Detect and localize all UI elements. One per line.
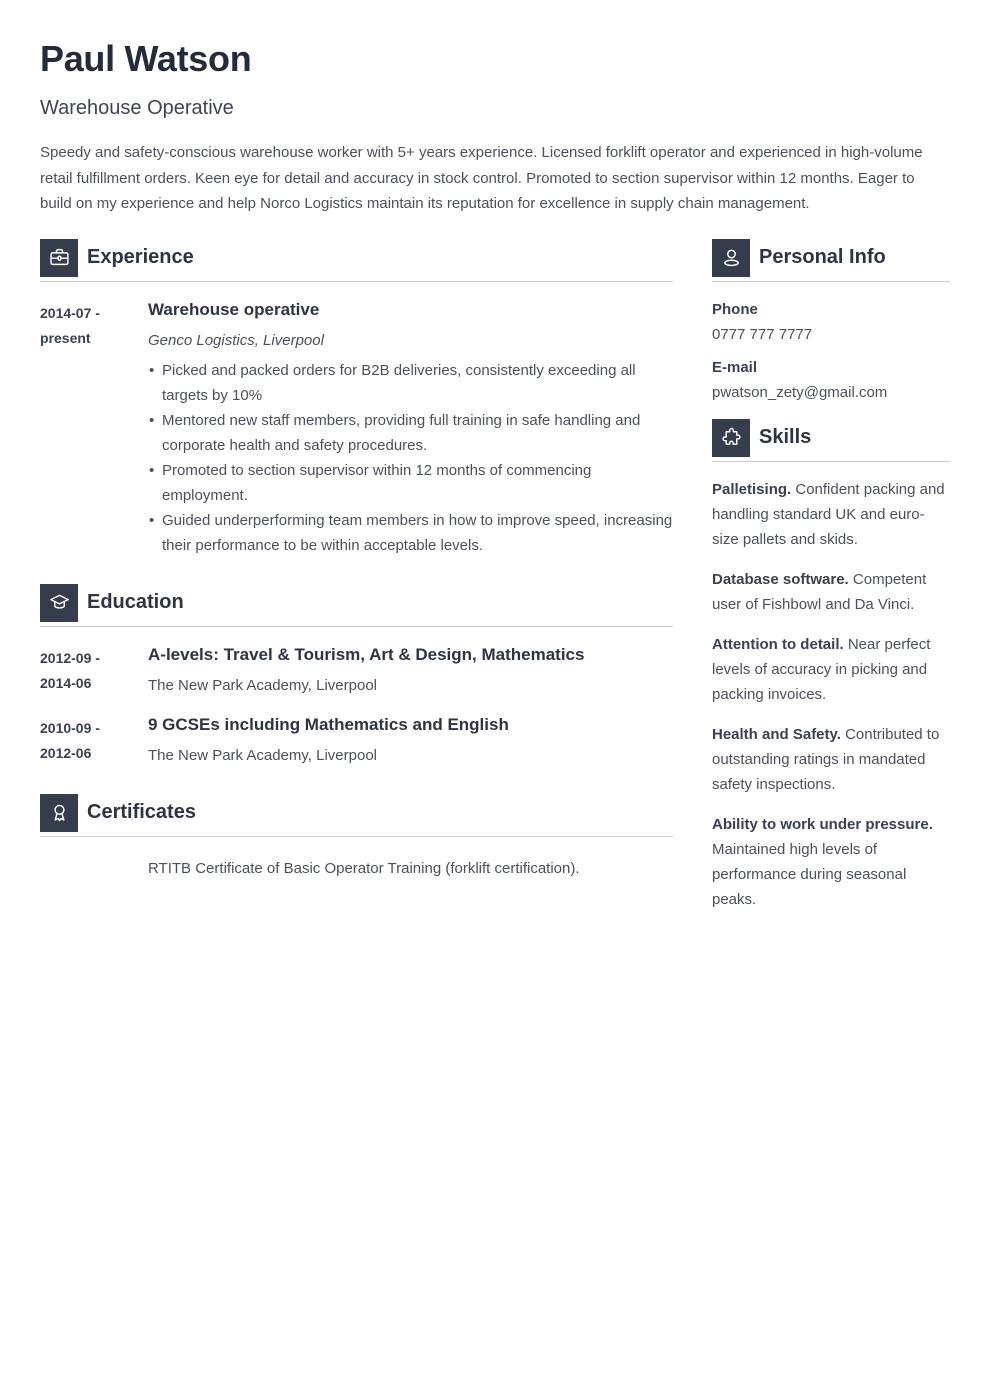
education-school: The New Park Academy, Liverpool: [148, 676, 377, 694]
date-to: 2012-06: [40, 744, 92, 761]
medal-icon: [40, 794, 78, 832]
experience-date: [40, 298, 148, 558]
skill-name: Palletising.: [712, 480, 792, 498]
skill-item: [712, 812, 950, 912]
section-divider: [40, 281, 673, 282]
education-degree: A-levels: Travel & Tourism, Art & Design, Mathematics: [148, 644, 585, 664]
content-columns: [40, 239, 950, 912]
certificate-text: RTITB Certificate of Basic Operator Training (forklift certification).: [148, 859, 580, 877]
skill-item: [712, 567, 950, 617]
phone-value: 0777 777 7777: [712, 325, 813, 343]
email-label: E-mail: [712, 358, 758, 376]
date-from: 2012-09 -: [40, 649, 100, 666]
education-entry-body: [148, 643, 673, 698]
left-column: [40, 239, 673, 912]
skill-desc: Confident packing and handling standard UK and euro-size pallets and skids.: [712, 480, 945, 548]
section-divider: [40, 626, 673, 627]
section-divider: [712, 461, 950, 462]
skill-item: [712, 632, 950, 707]
date-from: 2010-09 -: [40, 719, 100, 736]
personal-info-header: [712, 239, 950, 277]
skill-desc: Near perfect levels of accuracy in picking and packing invoices.: [712, 635, 931, 703]
date-from: 2014-07 -: [40, 304, 100, 321]
experience-header: [40, 239, 673, 277]
education-title: Education: [87, 591, 184, 613]
skill-name: Health and Safety.: [712, 725, 841, 743]
phone-label: Phone: [712, 300, 758, 318]
skill-name: Database software.: [712, 570, 849, 588]
info-field-email: [712, 355, 950, 405]
certificates-header: [40, 794, 673, 832]
experience-entry: [40, 298, 673, 558]
education-entry: [40, 713, 673, 768]
date-to: 2014-06: [40, 674, 92, 691]
experience-bullet: • Picked and packed orders for B2B deliveries, consistently exceeding all targets by 10%: [148, 358, 673, 408]
certificate-date-empty: [40, 853, 148, 881]
skill-desc: Contributed to outstanding ratings in mandated safety inspections.: [712, 725, 940, 793]
skills-title: Skills: [759, 426, 812, 448]
skill-desc: Competent user of Fishbowl and Da Vinci.: [712, 570, 927, 613]
person-icon: [712, 239, 750, 277]
profile-summary: Speedy and safety-conscious warehouse worker with 5+ years experience. Licensed forklift operator and experienced in high-volume retail fulfillment orders. Keen eye for detail and accuracy in stock control. Promoted to section supervisor within 12 months. Eager to build on my experience and help Norco Logistics maintain its reputation for excellence in supply chain management.: [40, 144, 923, 212]
experience-entry-body: [148, 298, 673, 558]
section-divider: [40, 836, 673, 837]
experience-title: Experience: [87, 246, 194, 268]
personal-info-title: Personal Info: [759, 246, 886, 268]
skill-name: Ability to work under pressure.: [712, 815, 933, 833]
experience-company: Genco Logistics, Liverpool: [148, 331, 324, 349]
experience-bullet: • Guided underperforming team members in how to improve speed, increasing their performance to be within acceptable levels.: [148, 508, 673, 558]
section-personal-info: [712, 239, 950, 405]
skill-desc: Maintained high levels of performance during seasonal peaks.: [712, 840, 907, 908]
certificate-entry-body: [148, 853, 673, 881]
section-certificates: [40, 794, 673, 881]
education-header: [40, 584, 673, 622]
puzzle-icon: [712, 419, 750, 457]
education-school: The New Park Academy, Liverpool: [148, 746, 377, 764]
certificates-title: Certificates: [87, 801, 196, 823]
education-date: [40, 713, 148, 768]
right-column: [712, 239, 950, 912]
experience-bullet: • Mentored new staff members, providing full training in safe handling and corporate health and safety procedures.: [148, 408, 673, 458]
section-education: [40, 584, 673, 768]
skill-item: [712, 722, 950, 797]
date-to: present: [40, 329, 91, 346]
experience-bullet: • Promoted to section supervisor within 12 months of commencing employment.: [148, 458, 673, 508]
experience-bullet-list: [148, 358, 673, 558]
education-date: [40, 643, 148, 698]
skill-item: [712, 477, 950, 552]
resume-header: [40, 38, 950, 217]
section-experience: [40, 239, 673, 558]
job-title: Warehouse Operative: [40, 97, 234, 119]
education-entry: [40, 643, 673, 698]
person-name: Paul Watson: [40, 38, 252, 79]
skills-header: [712, 419, 950, 457]
education-degree: 9 GCSEs including Mathematics and English: [148, 714, 509, 734]
section-skills: [712, 419, 950, 912]
certificate-entry: [40, 853, 673, 881]
experience-job-title: Warehouse operative: [148, 299, 320, 319]
info-field-phone: [712, 297, 950, 347]
section-divider: [712, 281, 950, 282]
email-value: pwatson_zety@gmail.com: [712, 383, 888, 401]
briefcase-icon: [40, 239, 78, 277]
education-entry-body: [148, 713, 673, 768]
skill-name: Attention to detail.: [712, 635, 844, 653]
graduation-cap-icon: [40, 584, 78, 622]
